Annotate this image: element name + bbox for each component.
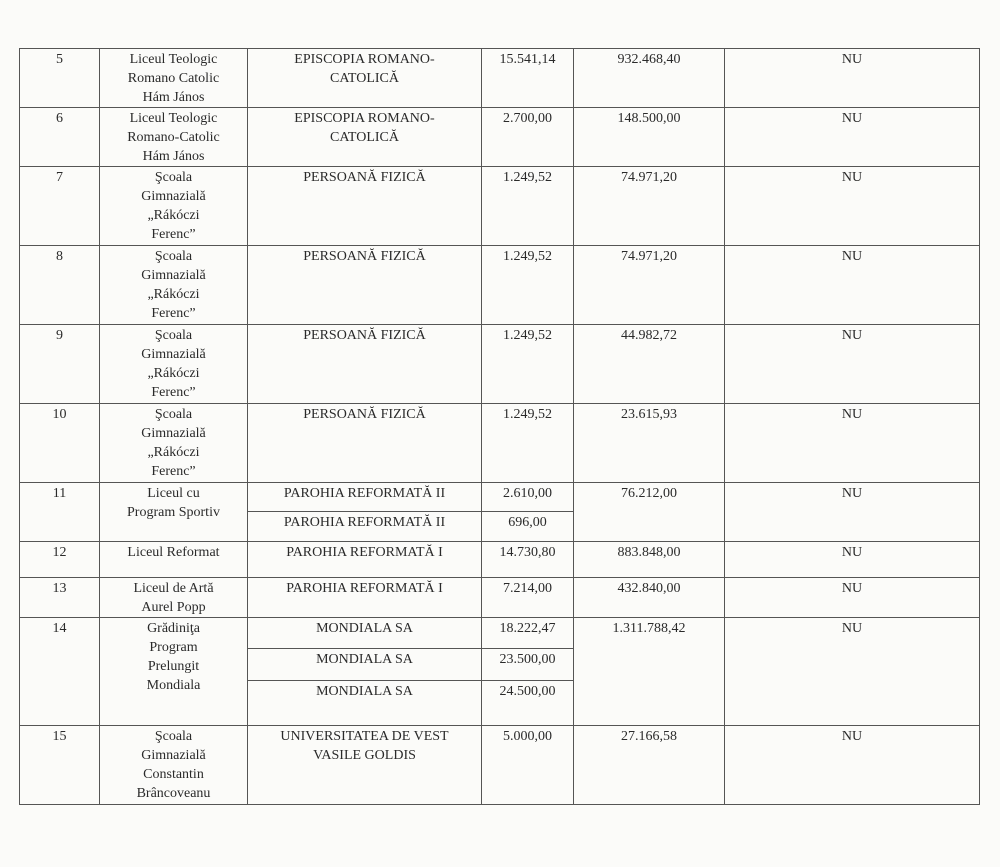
cell-line: EPISCOPIA ROMANO- [294, 111, 435, 126]
table-row [20, 726, 980, 805]
area-value: 18.222,47 [482, 618, 574, 649]
row-number: 15 [20, 726, 100, 805]
cell-line: PERSOANĂ FIZICĂ [303, 170, 426, 185]
owner-name [248, 404, 482, 483]
cell-line: Gimnazială [141, 426, 206, 441]
cell-line: „Rákóczi [147, 208, 200, 223]
cell-line: Hám János [142, 90, 205, 105]
cell-line: MONDIALA SA [316, 652, 413, 667]
area-value: 2.610,00 [482, 483, 574, 512]
cell-line: Program [149, 640, 198, 655]
cell-line: PAROHIA REFORMATĂ I [286, 545, 443, 560]
status-value: NU [725, 404, 980, 483]
amount-value: 148.500,00 [574, 108, 725, 167]
table-row [20, 618, 980, 649]
property-table [19, 48, 980, 805]
school-name [100, 246, 248, 325]
status-value: NU [725, 246, 980, 325]
area-value: 14.730,80 [482, 542, 574, 578]
cell-line: Şcoala [154, 249, 193, 264]
cell-line: Liceul Teologic [129, 111, 218, 126]
status-value: NU [725, 167, 980, 246]
owner-name [248, 542, 482, 578]
row-number: 5 [20, 49, 100, 108]
cell-line: Brâncoveanu [136, 786, 211, 801]
cell-line: Gimnazială [141, 748, 206, 763]
cell-line: „Rákóczi [147, 287, 200, 302]
cell-line: Liceul Reformat [127, 545, 220, 560]
row-number: 11 [20, 483, 100, 542]
owner-name [248, 325, 482, 404]
status-value: NU [725, 542, 980, 578]
table-row [20, 542, 980, 578]
owner-name [248, 483, 482, 512]
cell-line: Grădiniţa [147, 621, 200, 636]
cell-line: MONDIALA SA [316, 621, 413, 636]
owner-name [248, 167, 482, 246]
table-row [20, 325, 980, 404]
row-number: 13 [20, 578, 100, 618]
cell-line: „Rákóczi [147, 445, 200, 460]
cell-line: Romano-Catolic [127, 130, 220, 145]
cell-line: PAROHIA REFORMATĂ II [283, 486, 446, 501]
cell-line: Liceul Teologic [129, 52, 218, 67]
school-name [100, 404, 248, 483]
owner-name [248, 649, 482, 681]
cell-line: EPISCOPIA ROMANO- [294, 52, 435, 67]
amount-value: 1.311.788,42 [574, 618, 725, 726]
row-number: 6 [20, 108, 100, 167]
owner-name [248, 246, 482, 325]
cell-line: Ferenc” [151, 464, 196, 479]
area-value: 1.249,52 [482, 325, 574, 404]
cell-line: PERSOANĂ FIZICĂ [303, 328, 426, 343]
owner-name [248, 618, 482, 649]
cell-line: Ferenc” [151, 306, 196, 321]
status-value: NU [725, 483, 980, 542]
school-name [100, 726, 248, 805]
area-value: 15.541,14 [482, 49, 574, 108]
cell-line: Prelungit [147, 659, 200, 674]
area-value: 1.249,52 [482, 404, 574, 483]
cell-line: Ferenc” [151, 227, 196, 242]
table-row [20, 404, 980, 483]
cell-line: CATOLICĂ [330, 71, 399, 86]
area-value: 23.500,00 [482, 649, 574, 681]
row-number: 14 [20, 618, 100, 726]
area-value: 5.000,00 [482, 726, 574, 805]
cell-line: MONDIALA SA [316, 684, 413, 699]
school-name [100, 483, 248, 542]
status-value: NU [725, 325, 980, 404]
cell-line: PAROHIA REFORMATĂ I [286, 581, 443, 596]
area-value: 1.249,52 [482, 167, 574, 246]
row-number: 7 [20, 167, 100, 246]
table-row [20, 167, 980, 246]
amount-value: 23.615,93 [574, 404, 725, 483]
area-value: 24.500,00 [482, 681, 574, 726]
amount-value: 932.468,40 [574, 49, 725, 108]
table-row [20, 49, 980, 108]
amount-value: 27.166,58 [574, 726, 725, 805]
owner-name [248, 108, 482, 167]
cell-line: Şcoala [154, 729, 193, 744]
owner-name [248, 578, 482, 618]
cell-line: Ferenc” [151, 385, 196, 400]
cell-line: Şcoala [154, 170, 193, 185]
row-number: 10 [20, 404, 100, 483]
table-row [20, 483, 980, 512]
school-name [100, 542, 248, 578]
cell-line: PERSOANĂ FIZICĂ [303, 249, 426, 264]
cell-line: Program Sportiv [127, 505, 220, 520]
owner-name [248, 49, 482, 108]
cell-line: Şcoala [154, 328, 193, 343]
status-value: NU [725, 108, 980, 167]
cell-line: Aurel Popp [141, 600, 206, 615]
amount-value: 44.982,72 [574, 325, 725, 404]
cell-line: CATOLICĂ [330, 130, 399, 145]
table-row [20, 578, 980, 618]
cell-line: Gimnazială [141, 268, 206, 283]
school-name [100, 325, 248, 404]
school-name [100, 49, 248, 108]
amount-value: 74.971,20 [574, 167, 725, 246]
cell-line: Constantin [143, 767, 204, 782]
owner-name [248, 681, 482, 726]
cell-line: „Rákóczi [147, 366, 200, 381]
cell-line: Hám János [142, 149, 205, 164]
cell-line: PAROHIA REFORMATĂ II [283, 515, 446, 530]
cell-line: VASILE GOLDIS [313, 748, 416, 763]
cell-line: Mondiala [146, 678, 201, 693]
cell-line: PERSOANĂ FIZICĂ [303, 407, 426, 422]
row-number: 12 [20, 542, 100, 578]
row-number: 8 [20, 246, 100, 325]
amount-value: 74.971,20 [574, 246, 725, 325]
area-value: 7.214,00 [482, 578, 574, 618]
school-name [100, 108, 248, 167]
table-row [20, 246, 980, 325]
row-number: 9 [20, 325, 100, 404]
status-value: NU [725, 49, 980, 108]
owner-name [248, 726, 482, 805]
area-value: 1.249,52 [482, 246, 574, 325]
school-name [100, 618, 248, 726]
status-value: NU [725, 618, 980, 726]
table-row [20, 108, 980, 167]
area-value: 2.700,00 [482, 108, 574, 167]
cell-line: Gimnazială [141, 189, 206, 204]
school-name [100, 578, 248, 618]
school-name [100, 167, 248, 246]
cell-line: Gimnazială [141, 347, 206, 362]
status-value: NU [725, 726, 980, 805]
amount-value: 76.212,00 [574, 483, 725, 542]
cell-line: Liceul cu [147, 486, 200, 501]
area-value: 696,00 [482, 512, 574, 542]
cell-line: Romano Catolic [127, 71, 220, 86]
amount-value: 432.840,00 [574, 578, 725, 618]
amount-value: 883.848,00 [574, 542, 725, 578]
status-value: NU [725, 578, 980, 618]
cell-line: Liceul de Artă [133, 581, 214, 596]
cell-line: Şcoala [154, 407, 193, 422]
owner-name [248, 512, 482, 542]
cell-line: UNIVERSITATEA DE VEST [280, 729, 449, 744]
